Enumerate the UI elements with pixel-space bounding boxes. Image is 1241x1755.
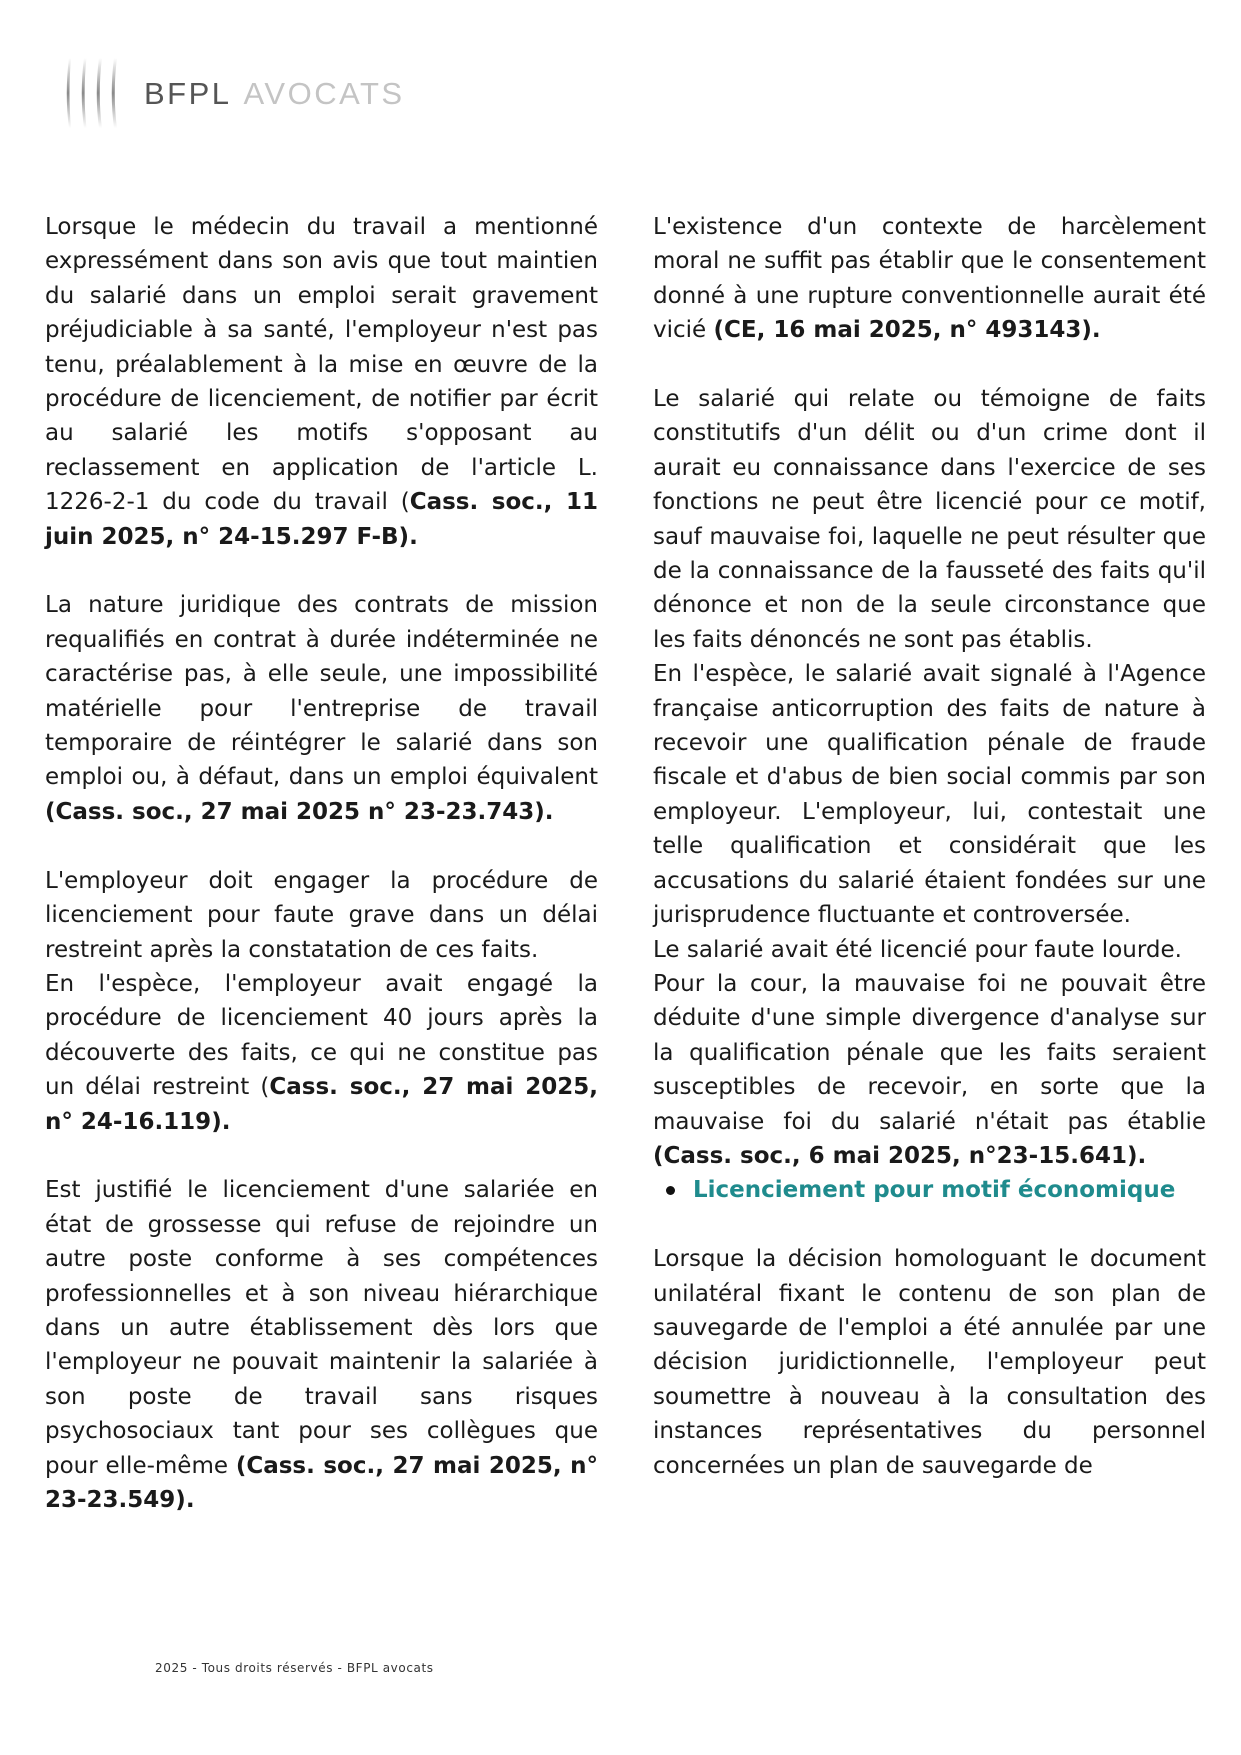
paragraph-text: Est justifié le licenciement d'une salariée en état de grossesse qui refuse de rejoindre un autre poste conforme à ses compétences professionnelles et à son niveau hiérarchique dans un autre établissement dès lors que l'employeur ne pouvait maintenir la salariée à son poste de travail sans risques psychosociaux tant pour ses collègues que pour elle-même xyxy=(45,1177,598,1479)
paragraph-text: En l'espèce, le salarié avait signalé à l'Agence française anticorruption des faits de nature à recevoir une qualification pénale de fraude fiscale et d'abus de bien social commis par son employeur. L'employeur, lui, contestait une telle qualification et considérait que les accusations du salarié étaient fondées sur une jurisprudence fluctuante et controversée. xyxy=(653,661,1206,929)
left-column xyxy=(45,210,598,1517)
paragraph-text: L'employeur doit engager la procédure de licenciement pour faute grave dans un délai restreint après la constatation de ces faits. xyxy=(45,867,598,963)
section-heading xyxy=(653,1173,1206,1207)
paragraph-faute-lourde xyxy=(653,933,1206,967)
logo-name-light: AVOCATS xyxy=(243,75,405,111)
paragraph-espece-agence xyxy=(653,657,1206,932)
right-column xyxy=(653,210,1206,1483)
paragraph-text: Pour la cour, la mauvaise foi ne pouvait être déduite d'une simple divergence d'analyse sur la qualification pénale que les faits seraient susceptibles de recevoir, en sorte que la mauvaise foi du salarié n'était pas établie xyxy=(653,970,1206,1135)
section-heading-text: Licenciement pour motif économique xyxy=(693,1177,1176,1204)
case-citation: (Cass. soc., 6 mai 2025, n°23-15.641). xyxy=(653,1142,1147,1169)
paragraph-mauvaise-foi xyxy=(653,967,1206,1173)
case-citation: Cass. soc., 11 juin 2025, n° 24-15.297 F-B). xyxy=(45,489,598,550)
logo-name-bold: BFPL xyxy=(144,75,232,111)
case-citation: Cass. soc., 27 mai 2025, n° 24-16.119). xyxy=(45,1074,599,1135)
paragraph-text: La nature juridique des contrats de mission requalifiés en contrat à durée indéterminée ne caractérise pas, à elle seule, une impossibilité matérielle pour l'entreprise de travail temporaire de réintégrer le salarié dans son emploi ou, à défaut, dans un emploi équivalent xyxy=(45,592,598,791)
paragraph-text: Lorsque la décision homologuant le document unilatéral fixant le contenu de son plan de sauvegarde de l'emploi a été annulée par une décision juridictionnelle, l'employeur peut soumettre à nouveau à la consultation des instances représentatives du personnel concernées un plan de sauvegarde de xyxy=(653,1246,1206,1479)
paragraph-text: Le salarié qui relate ou témoigne de faits constitutifs d'un délit ou d'un crime dont il aurait eu connaissance dans l'exercice de ses fonctions ne peut être licencié pour ce motif, sauf mauvaise foi, laquelle ne peut résulter que de la connaissance de la fausseté des faits qu'il dénonce et non de la seule circonstance que les faits dénoncés ne sont pas établis. xyxy=(653,386,1206,653)
paragraph-text: L'existence d'un contexte de harcèlement moral ne suffit pas établir que le consentement donné à une rupture conventionnelle aurait été vicié xyxy=(653,214,1206,344)
logo-wordmark xyxy=(144,75,405,111)
paragraph-lanceur-alerte xyxy=(653,382,1206,657)
paragraph-harcelement xyxy=(653,210,1206,348)
paragraph-text: Lorsque le médecin du travail a mentionné expressément dans son avis que tout maintien du salarié dans un emploi serait gravement préjudiciable à sa santé, l'employeur n'est pas tenu, préalablement à la mise en œuvre de la procédure de licenciement, de notifier par écrit au salarié les motifs s'opposant au reclassement en application de l'article L. 1226-2-1 du code du travail ( xyxy=(45,214,598,516)
logo-stripes-icon xyxy=(62,56,134,130)
case-citation: (Cass. soc., 27 mai 2025, n° 23-23.549). xyxy=(45,1452,598,1513)
paragraph-contrats-mission xyxy=(45,588,598,829)
paragraph-text: En l'espèce, l'employeur avait engagé la procédure de licenciement 40 jours après la découverte des faits, ce qui ne constitue pas un délai restreint ( xyxy=(45,970,598,1101)
paragraph-delai-restreint xyxy=(45,967,598,1139)
paragraph-faute-grave xyxy=(45,864,598,967)
case-citation: (Cass. soc., 27 mai 2025 n° 23-23.743). xyxy=(45,798,554,825)
paragraph-text: Le salarié avait été licencié pour faute lourde. xyxy=(653,936,1182,963)
header xyxy=(62,56,405,130)
paragraph-pse xyxy=(653,1242,1206,1483)
paragraph-reclassement xyxy=(45,210,598,554)
bullet-icon xyxy=(666,1186,675,1195)
paragraph-grossesse xyxy=(45,1173,598,1517)
footer: 2025 - Tous droits réservés - BFPL avocats xyxy=(155,1661,434,1675)
case-citation: (CE, 16 mai 2025, n° 493143). xyxy=(713,317,1101,344)
